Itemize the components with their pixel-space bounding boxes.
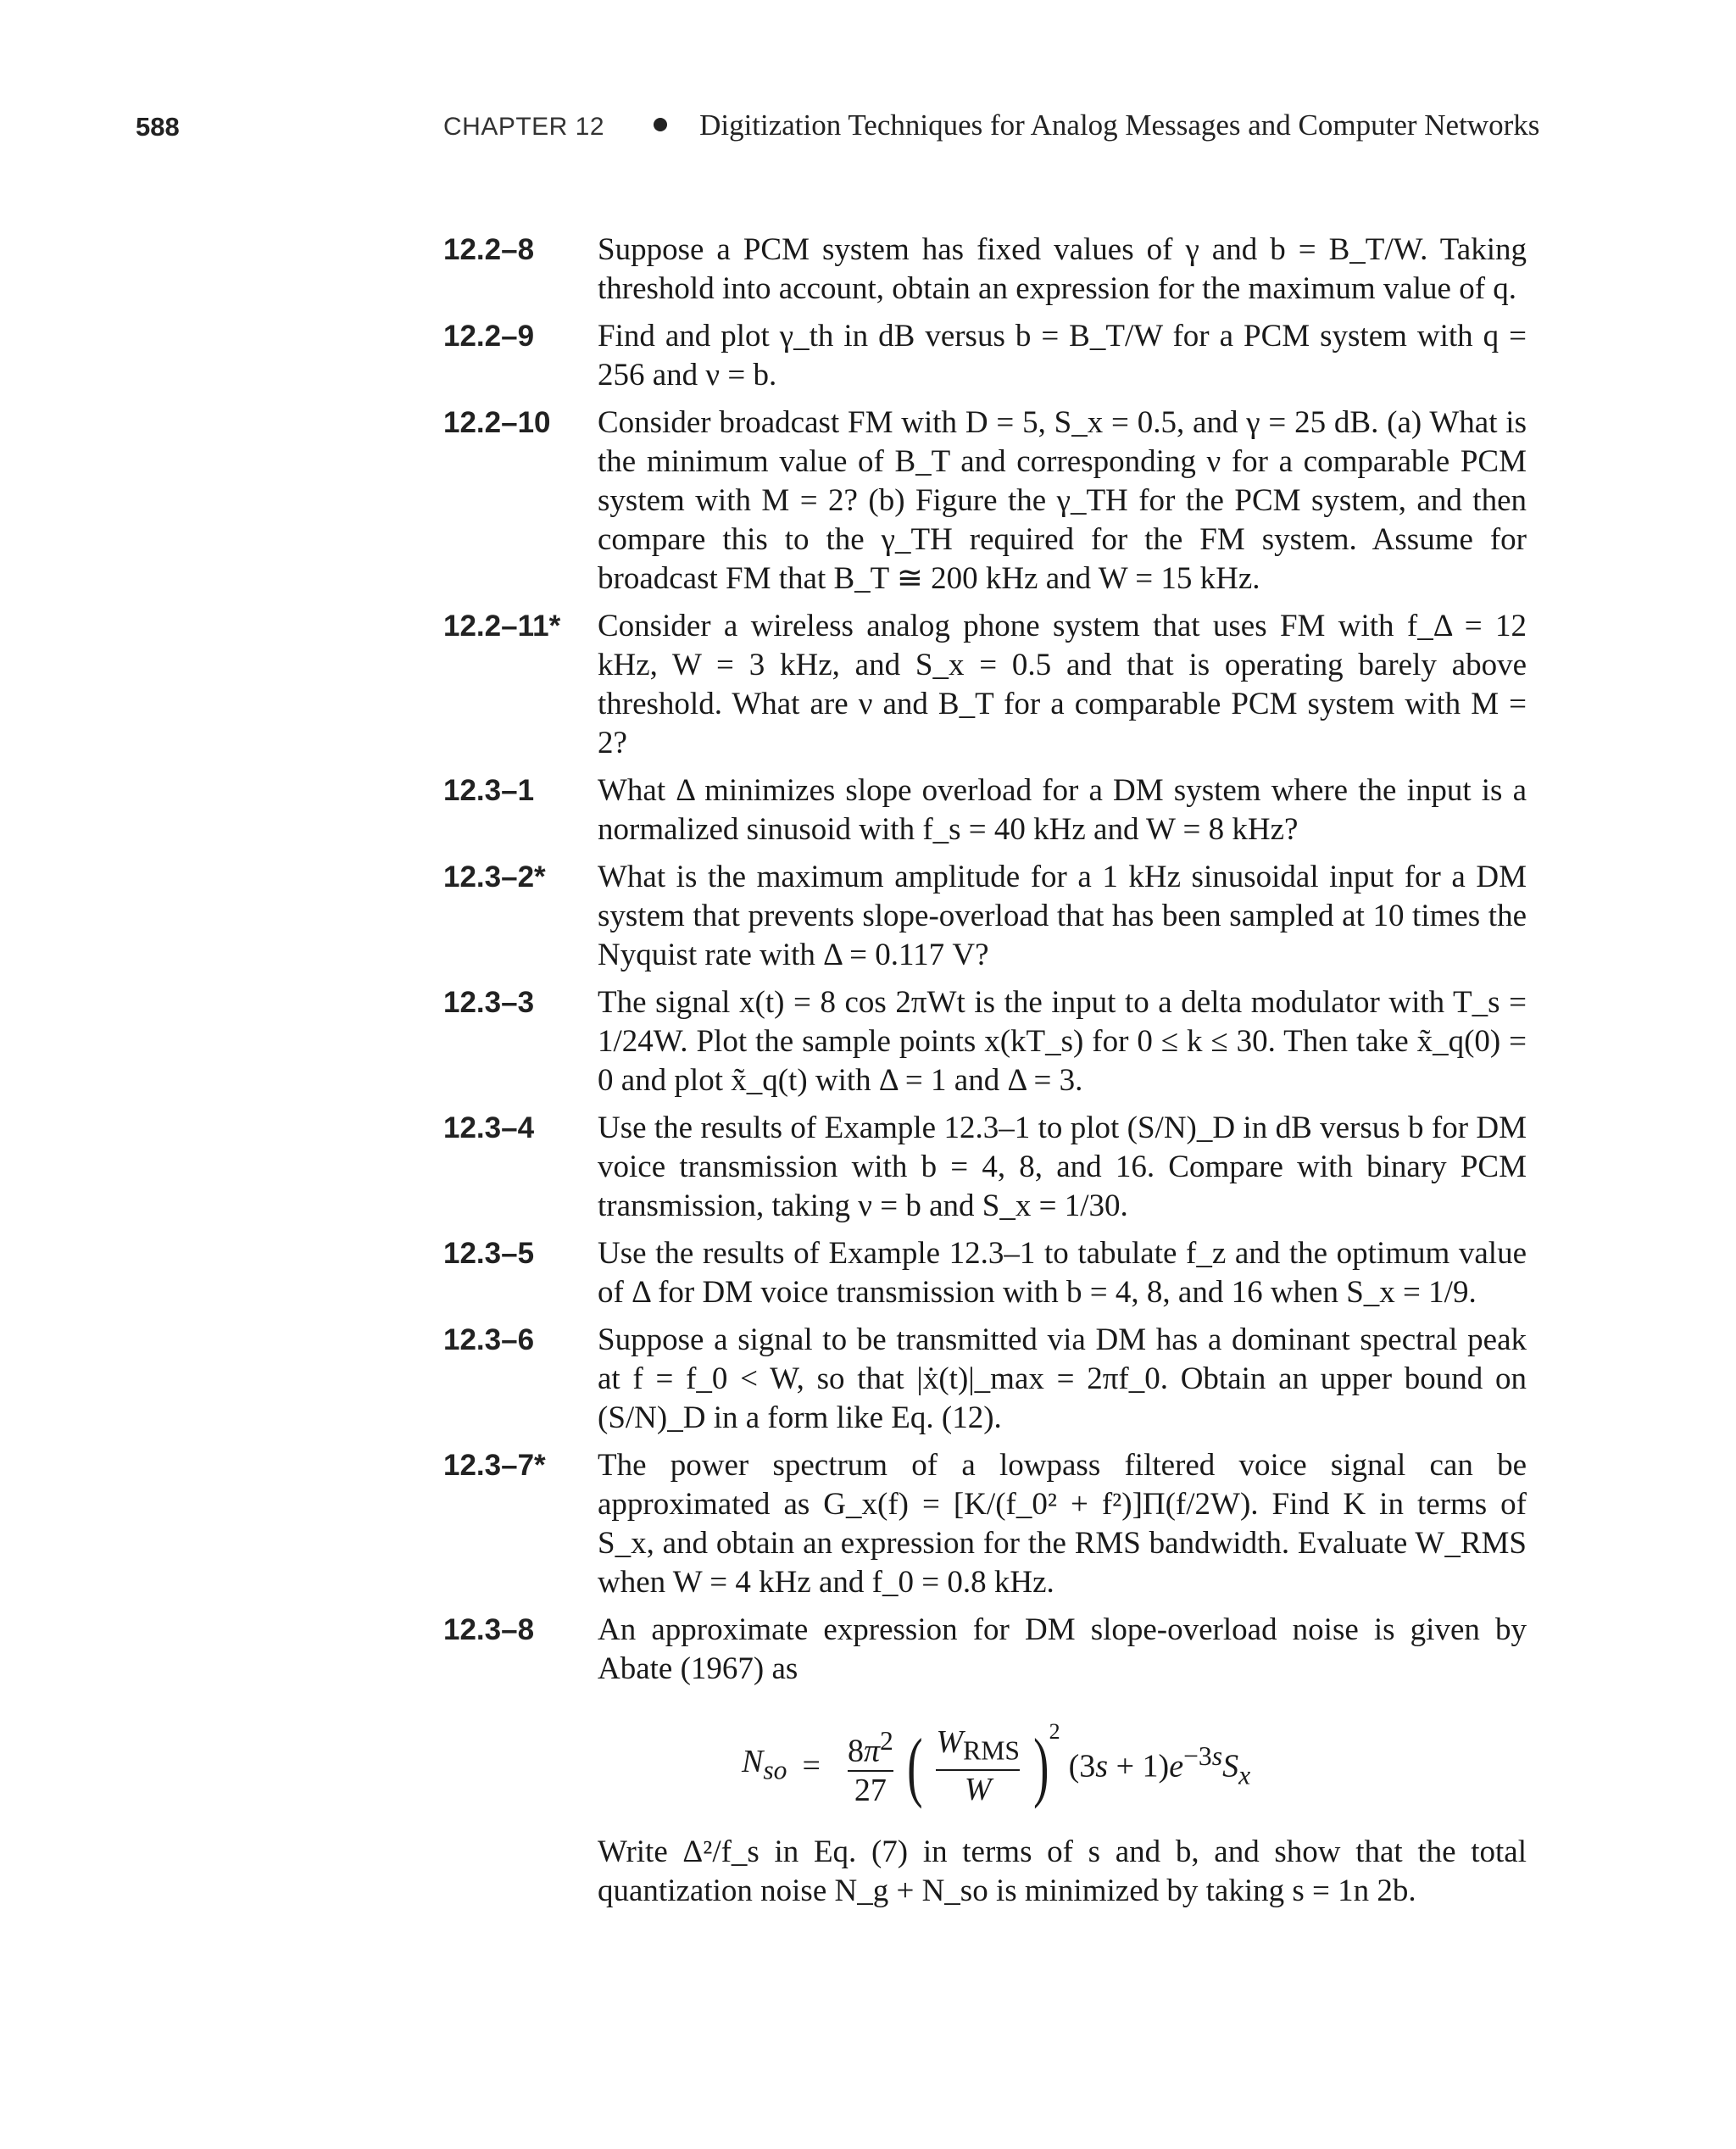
problem-text: Use the results of Example 12.3–1 to plot (S/N)_D in dB versus b for DM voice transmission with b = 4, 8, and 16. Compare with binary PCM transmission, taking ν = b and S_x = 1/30.	[598, 1111, 1527, 1223]
problem-number: 12.2–11*	[443, 610, 561, 643]
problem-item	[443, 317, 1528, 395]
problem-text: Find and plot γ_th in dB versus b = B_T/W for a PCM system with q = 256 and ν = b.	[598, 319, 1527, 392]
problem-text: What Δ minimizes slope overload for a DM system where the input is a normalized sinusoid with f_s = 40 kHz and W = 8 kHz?	[598, 773, 1527, 847]
problem-text: Use the results of Example 12.3–1 to tabulate f_z and the optimum value of Δ for DM voice transmission with b = 4, 8, and 16 when S_x = 1/9.	[598, 1236, 1527, 1310]
problem-item	[443, 983, 1528, 1100]
problem-number: 12.3–1	[443, 774, 535, 807]
problem-number: 12.3–5	[443, 1237, 535, 1270]
problem-item	[443, 1611, 1528, 1911]
problem-number: 12.2–9	[443, 320, 535, 353]
problem-text	[598, 1611, 1527, 1911]
problem-text: Consider broadcast FM with D = 5, S_x = 0.5, and γ = 25 dB. (a) What is the minimum value of B_T and corresponding ν for a comparable PCM system with M = 2? (b) Figure the γ_TH for the PCM system, and then compare this to the γ_TH required for the FM system. Assume for broadcast FM that B_T ≅ 200 kHz and W = 15 kHz.	[598, 405, 1527, 596]
running-head	[443, 109, 1630, 142]
page-number: 588	[136, 112, 180, 142]
problem-number: 12.2–10	[443, 406, 551, 439]
display-formula: $N_{so}$ = $\frac{8\pi^2}{27}$ ( $\frac{W_{RMS}}{W}$ ) 2 $(3s + 1)e^{-3s}S_x$	[742, 1718, 1251, 1809]
problem-number: 12.3–6	[443, 1323, 535, 1356]
problem-text: The signal x(t) = 8 cos 2πWt is the input to a delta modulator with T_s = 1/24W. Plot the sample points x(kT_s) for 0 ≤ k ≤ 30. Then take x̃_q(0) = 0 and plot x̃_q(t) with Δ = 1 and Δ = 3.	[598, 985, 1527, 1098]
problem-item	[443, 858, 1528, 975]
problem-text: The power spectrum of a lowpass filtered voice signal can be approximated as G_x(f) = [K/(f_0² + f²)]Π(f/2W). Find K in terms of S_x, and obtain an expression for the RMS bandwidth. Evaluate W_RMS when W = 4 kHz and f_0 = 0.8 kHz.	[598, 1448, 1527, 1600]
problem-item	[443, 771, 1528, 849]
chapter-label: CHAPTER 12	[443, 113, 605, 141]
problem-item	[443, 1321, 1528, 1438]
bullet-icon	[654, 118, 667, 131]
problem-text: Consider a wireless analog phone system that uses FM with f_Δ = 12 kHz, W = 3 kHz, and S_x = 0.5 and that is operating barely above threshold. What are ν and B_T for a comparable PCM system with M = 2?	[598, 609, 1527, 760]
problem-text: Suppose a PCM system has fixed values of γ and b = B_T/W. Taking threshold into account, obtain an expression for the maximum value of q.	[598, 232, 1527, 306]
problem-number: 12.3–3	[443, 986, 535, 1019]
problem-list	[443, 231, 1528, 1919]
problem-number: 12.3–7*	[443, 1449, 546, 1482]
problem-text-intro: An approximate expression for DM slope-overload noise is given by Abate (1967) as	[598, 1612, 1527, 1686]
problem-text: What is the maximum amplitude for a 1 kHz sinusoidal input for a DM system that prevents slope-overload that has been sampled at 10 times the Nyquist rate with Δ = 0.117 V?	[598, 860, 1527, 972]
problem-item	[443, 1446, 1528, 1602]
problem-number: 12.3–2*	[443, 860, 546, 894]
problem-item	[443, 231, 1528, 309]
problem-text: Suppose a signal to be transmitted via DM has a dominant spectral peak at f = f_0 < W, so that |ẋ(t)|_max = 2πf_0. Obtain an upper bound on (S/N)_D in a form like Eq. (12).	[598, 1322, 1527, 1435]
problem-number: 12.2–8	[443, 233, 535, 266]
problem-text-conclusion: Write Δ²/f_s in Eq. (7) in terms of s and b, and show that the total quantization noise N_g + N_so is minimized by taking s = 1n 2b.	[598, 1834, 1527, 1908]
problem-item	[443, 1109, 1528, 1226]
problem-item	[443, 1234, 1528, 1312]
problem-item	[443, 404, 1528, 598]
problem-number: 12.3–8	[443, 1613, 535, 1646]
problem-number: 12.3–4	[443, 1111, 535, 1144]
chapter-title: Digitization Techniques for Analog Messages and Computer Networks	[699, 109, 1540, 142]
problem-item	[443, 607, 1528, 763]
